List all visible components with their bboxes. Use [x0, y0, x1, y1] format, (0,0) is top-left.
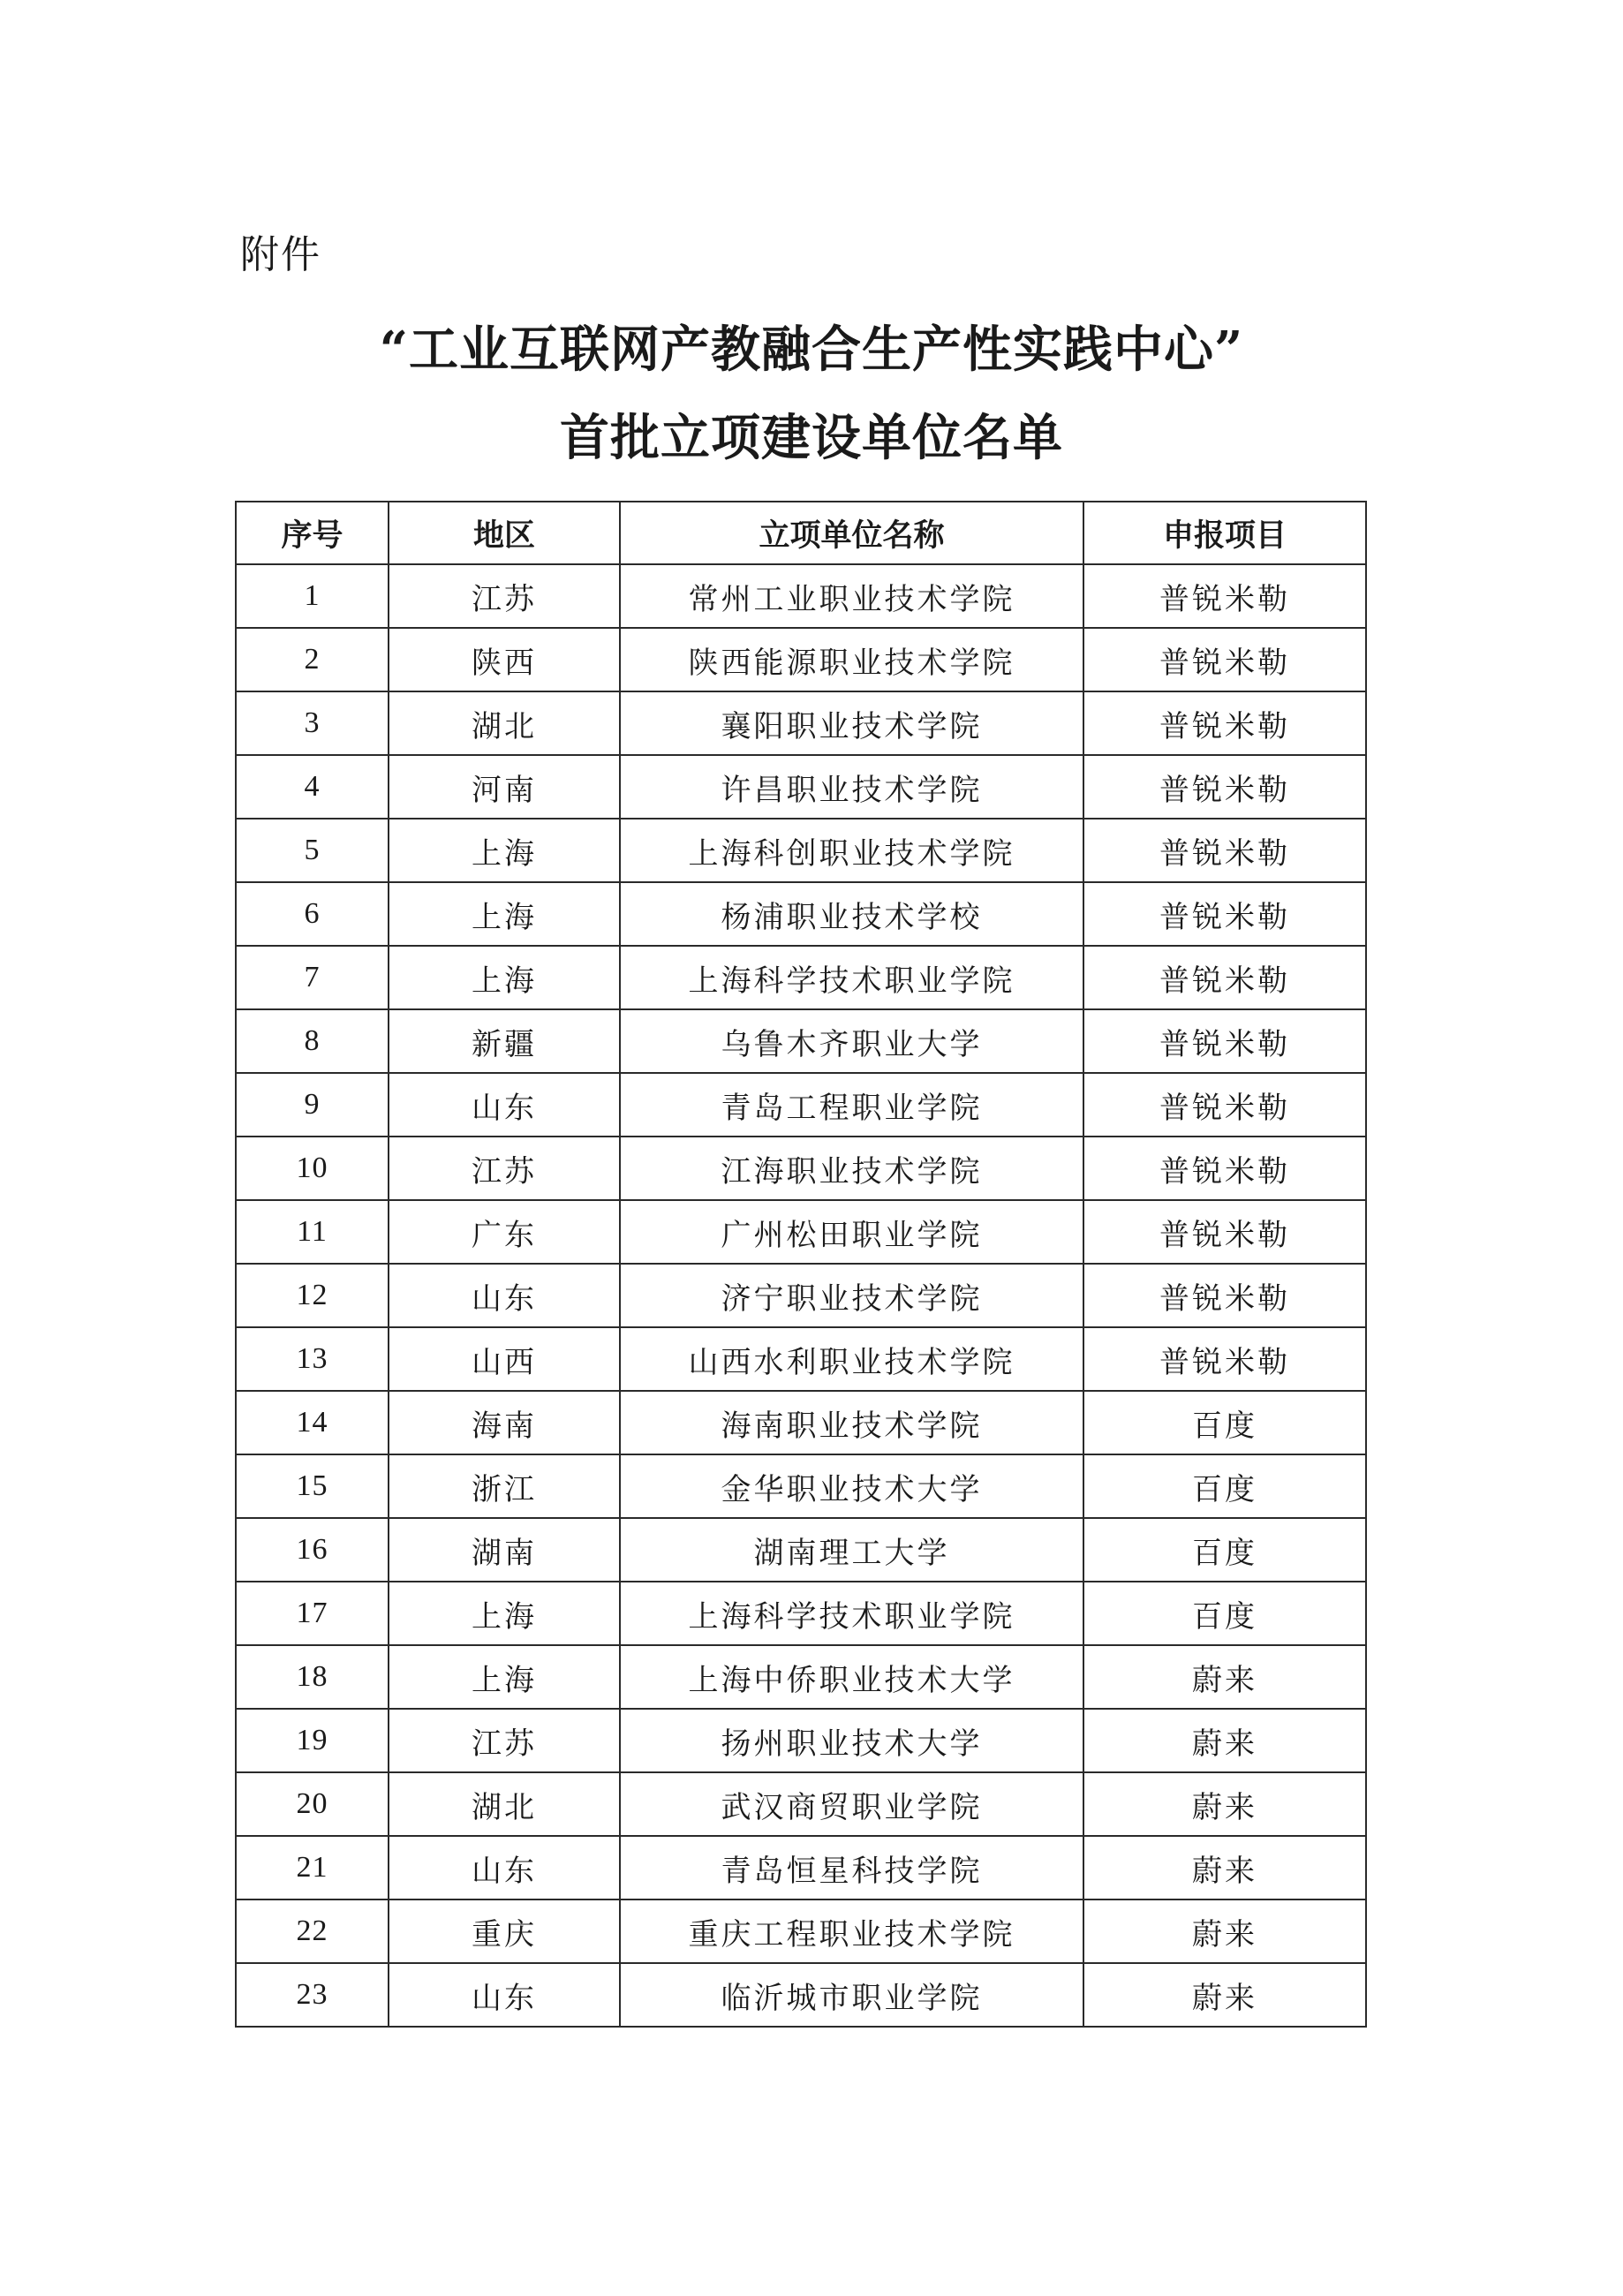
- header-index: 序号: [236, 502, 389, 564]
- table-row: [236, 1327, 1366, 1391]
- cell-unit-name: 许昌职业技术学院: [620, 755, 1083, 819]
- cell-project: 蔚来: [1083, 1645, 1366, 1709]
- cell-unit-name: 济宁职业技术学院: [620, 1264, 1083, 1327]
- table-row: [236, 691, 1366, 755]
- cell-unit-name: 海南职业技术学院: [620, 1391, 1083, 1454]
- table-row: [236, 1582, 1366, 1645]
- cell-index: 16: [236, 1518, 389, 1582]
- cell-region: 山西: [389, 1327, 620, 1391]
- cell-index: 2: [236, 628, 389, 691]
- cell-region: 湖北: [389, 1772, 620, 1836]
- cell-region: 山东: [389, 1073, 620, 1137]
- cell-index: 9: [236, 1073, 389, 1137]
- cell-unit-name: 杨浦职业技术学校: [620, 882, 1083, 946]
- cell-unit-name: 扬州职业技术大学: [620, 1709, 1083, 1772]
- cell-project: 蔚来: [1083, 1899, 1366, 1963]
- cell-region: 浙江: [389, 1454, 620, 1518]
- cell-region: 上海: [389, 1645, 620, 1709]
- cell-unit-name: 上海科创职业技术学院: [620, 819, 1083, 882]
- table-row: [236, 1200, 1366, 1264]
- table-row: [236, 1454, 1366, 1518]
- attachment-label: 附件: [240, 232, 321, 277]
- cell-project: 普锐米勒: [1083, 946, 1366, 1009]
- cell-index: 23: [236, 1963, 389, 2027]
- header-unit-name: 立项单位名称: [620, 502, 1083, 564]
- cell-region: 江苏: [389, 1709, 620, 1772]
- document-title: “工业互联网产教融合生产性实践中心”: [379, 321, 1244, 379]
- cell-index: 22: [236, 1899, 389, 1963]
- cell-region: 上海: [389, 882, 620, 946]
- cell-project: 普锐米勒: [1083, 1073, 1366, 1137]
- cell-region: 陕西: [389, 628, 620, 691]
- cell-region: 重庆: [389, 1899, 620, 1963]
- cell-unit-name: 上海科学技术职业学院: [620, 1582, 1083, 1645]
- cell-project: 普锐米勒: [1083, 755, 1366, 819]
- table-row: [236, 1518, 1366, 1582]
- cell-unit-name: 湖南理工大学: [620, 1518, 1083, 1582]
- cell-region: 新疆: [389, 1009, 620, 1073]
- cell-index: 4: [236, 755, 389, 819]
- cell-index: 14: [236, 1391, 389, 1454]
- cell-region: 江苏: [389, 1137, 620, 1200]
- cell-index: 19: [236, 1709, 389, 1772]
- cell-index: 11: [236, 1200, 389, 1264]
- table-row: [236, 1073, 1366, 1137]
- cell-project: 普锐米勒: [1083, 628, 1366, 691]
- cell-region: 江苏: [389, 564, 620, 628]
- cell-region: 广东: [389, 1200, 620, 1264]
- cell-region: 山东: [389, 1963, 620, 2027]
- header-region: 地区: [389, 502, 620, 564]
- cell-unit-name: 乌鲁木齐职业大学: [620, 1009, 1083, 1073]
- header-project: 申报项目: [1083, 502, 1366, 564]
- cell-index: 3: [236, 691, 389, 755]
- cell-project: 普锐米勒: [1083, 691, 1366, 755]
- cell-index: 15: [236, 1454, 389, 1518]
- cell-unit-name: 金华职业技术大学: [620, 1454, 1083, 1518]
- table-row: [236, 564, 1366, 628]
- cell-project: 普锐米勒: [1083, 1264, 1366, 1327]
- cell-unit-name: 重庆工程职业技术学院: [620, 1899, 1083, 1963]
- table-row: [236, 819, 1366, 882]
- cell-region: 上海: [389, 1582, 620, 1645]
- cell-region: 湖北: [389, 691, 620, 755]
- cell-project: 百度: [1083, 1582, 1366, 1645]
- cell-unit-name: 青岛工程职业学院: [620, 1073, 1083, 1137]
- cell-project: 普锐米勒: [1083, 1137, 1366, 1200]
- cell-project: 蔚来: [1083, 1772, 1366, 1836]
- table-row: [236, 882, 1366, 946]
- cell-region: 海南: [389, 1391, 620, 1454]
- cell-unit-name: 江海职业技术学院: [620, 1137, 1083, 1200]
- cell-region: 山东: [389, 1836, 620, 1899]
- cell-index: 21: [236, 1836, 389, 1899]
- cell-unit-name: 广州松田职业学院: [620, 1200, 1083, 1264]
- cell-unit-name: 武汉商贸职业学院: [620, 1772, 1083, 1836]
- table-row: [236, 1391, 1366, 1454]
- cell-index: 6: [236, 882, 389, 946]
- cell-project: 普锐米勒: [1083, 564, 1366, 628]
- cell-project: 百度: [1083, 1454, 1366, 1518]
- cell-index: 10: [236, 1137, 389, 1200]
- cell-index: 18: [236, 1645, 389, 1709]
- cell-index: 1: [236, 564, 389, 628]
- unit-list-table: [235, 501, 1367, 2028]
- cell-project: 普锐米勒: [1083, 819, 1366, 882]
- cell-project: 普锐米勒: [1083, 1200, 1366, 1264]
- table-body: [236, 564, 1366, 2027]
- cell-project: 普锐米勒: [1083, 1327, 1366, 1391]
- cell-project: 蔚来: [1083, 1709, 1366, 1772]
- cell-unit-name: 上海科学技术职业学院: [620, 946, 1083, 1009]
- cell-region: 上海: [389, 819, 620, 882]
- table-row: [236, 755, 1366, 819]
- cell-region: 上海: [389, 946, 620, 1009]
- cell-unit-name: 襄阳职业技术学院: [620, 691, 1083, 755]
- table-row: [236, 946, 1366, 1009]
- cell-index: 5: [236, 819, 389, 882]
- table-row: [236, 1137, 1366, 1200]
- table-row: [236, 1264, 1366, 1327]
- document-subtitle: 首批立项建设单位名单: [560, 409, 1063, 467]
- cell-index: 7: [236, 946, 389, 1009]
- cell-project: 普锐米勒: [1083, 1009, 1366, 1073]
- cell-index: 8: [236, 1009, 389, 1073]
- table-row: [236, 1645, 1366, 1709]
- cell-index: 20: [236, 1772, 389, 1836]
- table-row: [236, 1899, 1366, 1963]
- cell-project: 蔚来: [1083, 1963, 1366, 2027]
- cell-unit-name: 陕西能源职业技术学院: [620, 628, 1083, 691]
- cell-project: 普锐米勒: [1083, 882, 1366, 946]
- cell-index: 12: [236, 1264, 389, 1327]
- cell-unit-name: 临沂城市职业学院: [620, 1963, 1083, 2027]
- cell-region: 湖南: [389, 1518, 620, 1582]
- table-row: [236, 1836, 1366, 1899]
- cell-region: 山东: [389, 1264, 620, 1327]
- cell-project: 蔚来: [1083, 1836, 1366, 1899]
- table-row: [236, 628, 1366, 691]
- cell-unit-name: 常州工业职业技术学院: [620, 564, 1083, 628]
- cell-project: 百度: [1083, 1391, 1366, 1454]
- cell-project: 百度: [1083, 1518, 1366, 1582]
- table-row: [236, 1709, 1366, 1772]
- cell-unit-name: 青岛恒星科技学院: [620, 1836, 1083, 1899]
- cell-region: 河南: [389, 755, 620, 819]
- table-row: [236, 1963, 1366, 2027]
- table-row: [236, 1009, 1366, 1073]
- table-row: [236, 1772, 1366, 1836]
- cell-index: 17: [236, 1582, 389, 1645]
- cell-unit-name: 上海中侨职业技术大学: [620, 1645, 1083, 1709]
- cell-index: 13: [236, 1327, 389, 1391]
- cell-unit-name: 山西水利职业技术学院: [620, 1327, 1083, 1391]
- table-header-row: [236, 502, 1366, 564]
